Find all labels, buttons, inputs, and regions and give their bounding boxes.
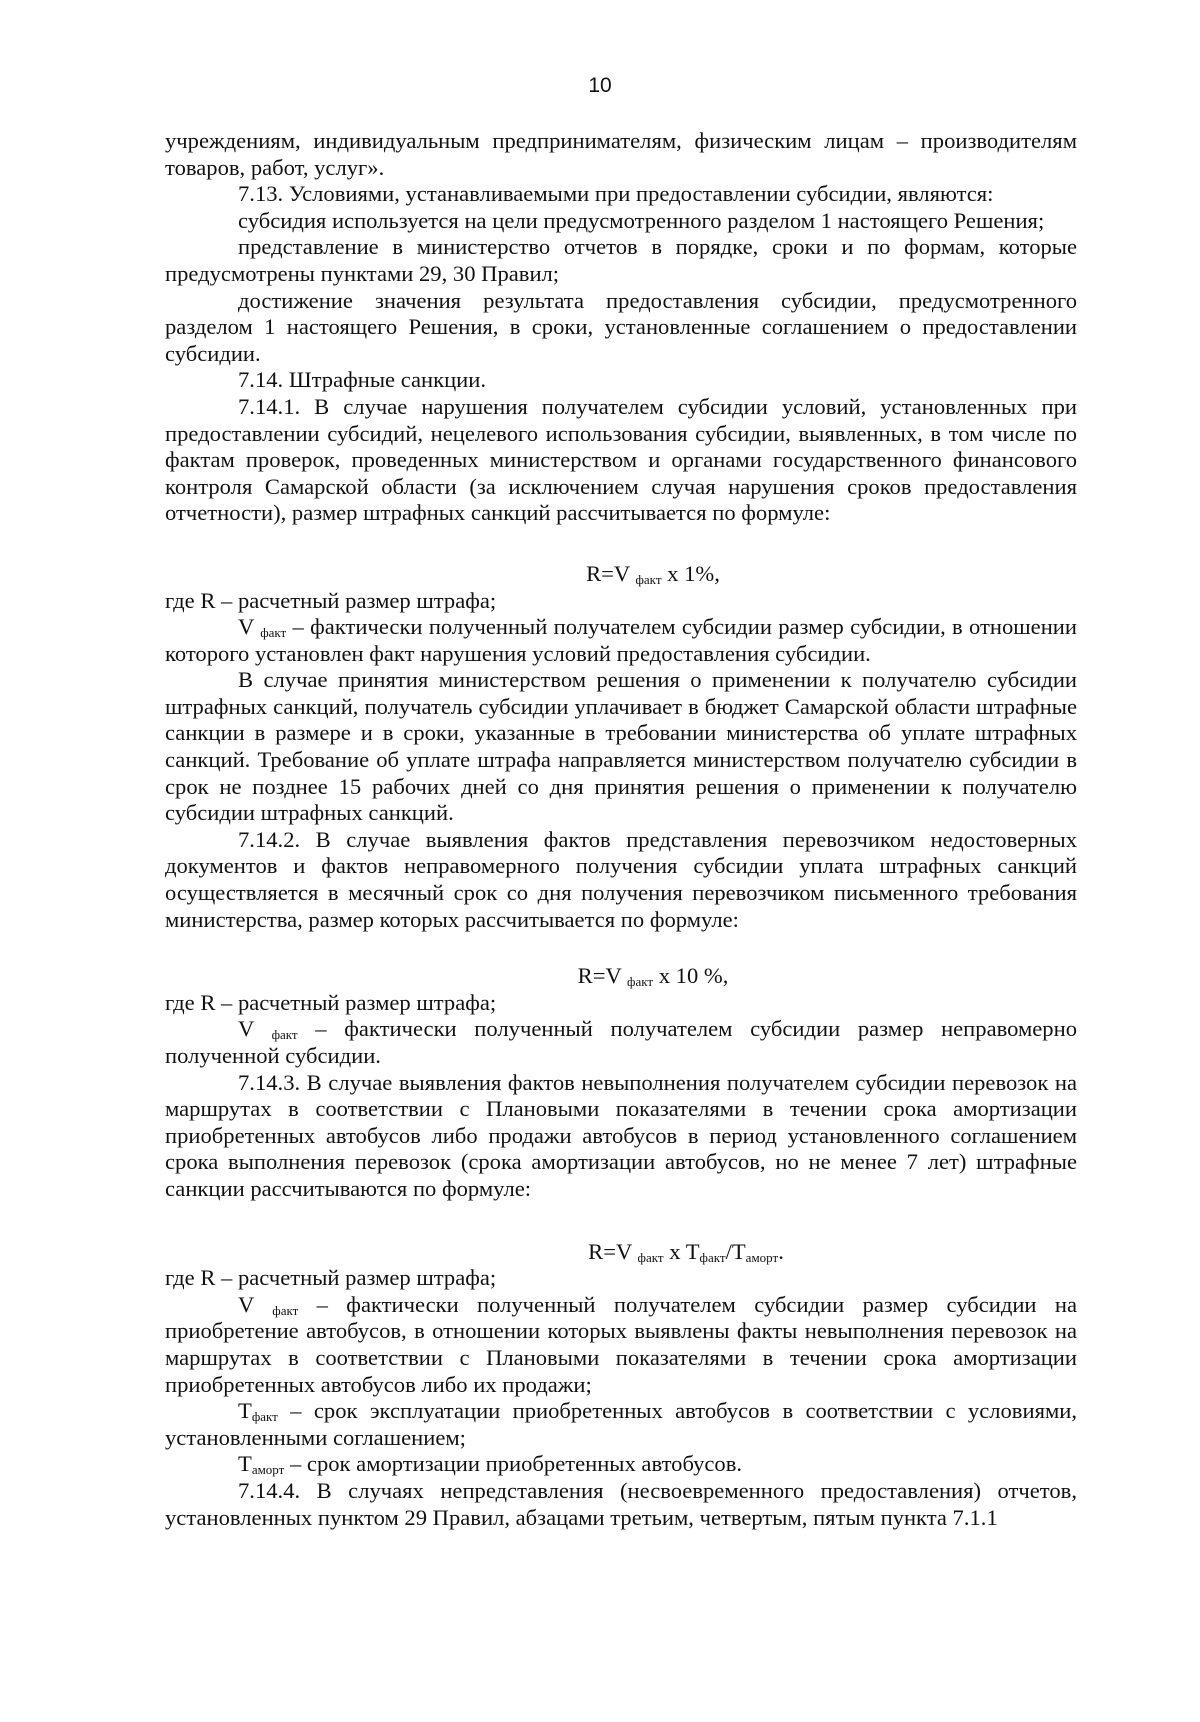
definition-paragraph [165, 1292, 1077, 1398]
definition-paragraph [165, 1398, 1077, 1451]
formula-penalty-amortization [165, 1239, 1077, 1266]
definition-text: – фактически полученный получателем субсидии размер субсидии, в отношении которого установлен факт нарушения условий предоставления субсидии. [165, 614, 1077, 666]
formula-subscript: аморт [745, 1249, 779, 1265]
formula-subscript: факт [699, 1249, 726, 1265]
paragraph: 7.14.3. В случае выявления фактов невыполнения получателем субсидии перевозок на маршрутах в соответствии с Плановыми показателями в течении срока амортизации приобретенных автобусов либо продажи автобусов в период установленного соглашением срока выполнения перевозок (срока амортизации автобусов, но не менее 7 лет) штрафные санкции рассчитываются по формуле: [165, 1069, 1077, 1201]
symbol-subscript: аморт [251, 1462, 285, 1478]
formula-subscript: факт [637, 1249, 664, 1265]
paragraph: где R – расчетный размер штрафа; [165, 587, 497, 613]
symbol-subscript: факт [272, 1302, 299, 1318]
paragraph: учреждениям, индивидуальным предпринимателям, физическим лицам – производителям товаров, работ, услуг». [165, 128, 1077, 180]
paragraph: представление в министерство отчетов в порядке, сроки и по формам, которые предусмотрены пунктами 29, 30 Правил; [165, 234, 1077, 286]
formula-tail: . [778, 1238, 784, 1264]
symbol-v: V [238, 1291, 273, 1317]
definition-text: – срок эксплуатации приобретенных автобусов в соответствии с условиями, установленными соглашением; [165, 1398, 1077, 1450]
definition-text: – фактически полученный получателем субсидии размер неправомерно полученной субсидии. [165, 1016, 1077, 1068]
symbol-v: V [238, 1016, 272, 1042]
definition-paragraph [165, 1451, 1077, 1478]
document-body [165, 128, 1077, 1531]
paragraph: 7.13. Условиями, устанавливаемыми при предоставлении субсидии, являются: [238, 181, 994, 207]
formula-lead: R=V [586, 560, 636, 586]
paragraph: 7.14.1. В случае нарушения получателем субсидии условий, установленных при предоставлении субсидий, нецелевого использования субсидии, выявленных, в том числе по фактам проверок, проведенных министерством и органами государственного финансового контроля Самарской области (за исключением случая нарушения сроков предоставления отчетности), размер штрафных санкций рассчитывается по формуле: [165, 393, 1077, 526]
formula-slash: /T [725, 1238, 746, 1264]
paragraph: 7.14.2. В случае выявления фактов представления перевозчиком недостоверных документов и фактов неправомерного получения субсидии уплата штрафных санкций осуществляется в месячный срок со дня получения перевозчиком письменного требования министерства, размер которых рассчитывается по формуле: [165, 826, 1077, 932]
definition-paragraph [165, 1016, 1077, 1069]
symbol-subscript: факт [260, 625, 287, 641]
section-heading: 7.14. Штрафные санкции. [238, 367, 487, 393]
definition-paragraph [165, 614, 1077, 667]
symbol-v: V [238, 614, 261, 640]
formula-penalty-1pct [165, 561, 1077, 588]
paragraph: где R – расчетный размер штрафа; [165, 989, 497, 1015]
paragraph: В случае принятия министерством решения о применении к получателю субсидии штрафных санкций, получатель субсидии уплачивает в бюджет Самарской области штрафные санкции в размере и в сроки, указанные в требовании министерства об уплате штрафных санкций. Требование об уплате штрафа направляется министерством получателю субсидии в срок не позднее 15 рабочих дней со дня принятия решения о применении к получателю субсидии штрафных санкций. [165, 667, 1077, 826]
symbol-t: T [238, 1398, 252, 1424]
definition-text: – срок амортизации приобретенных автобусов. [284, 1451, 743, 1477]
formula-subscript: факт [627, 974, 654, 990]
paragraph: достижение значения результата предоставления субсидии, предусмотренного разделом 1 настоящего Решения, в сроки, установленные соглашением о предоставлении субсидии. [165, 287, 1077, 366]
formula-lead: R=V [588, 1238, 638, 1264]
formula-tail: x 10 %, [653, 963, 729, 989]
paragraph: где R – расчетный размер штрафа; [165, 1265, 497, 1291]
formula-tail: x 1%, [661, 560, 720, 586]
formula-lead: R=V [577, 963, 628, 989]
page-number: 10 [588, 74, 612, 97]
formula-subscript: факт [635, 571, 662, 587]
paragraph: 7.14.4. В случаях непредставления (несвоевременного предоставления) отчетов, установленных пунктом 29 Правил, абзацами третьим, четвертым, пятым пункта 7.1.1 [165, 1477, 1077, 1530]
formula-mid: x T [663, 1238, 700, 1264]
symbol-t: T [238, 1451, 252, 1477]
symbol-subscript: факт [251, 1409, 278, 1425]
formula-penalty-10pct [165, 963, 1077, 990]
definition-text: – фактически полученный получателем субсидии размер субсидии на приобретение автобусов, в отношении которых выявлены факты невыполнения перевозок на маршрутах в соответствии с Плановыми показателями в течении срока амортизации приобретенных автобусов либо их продажи; [165, 1291, 1077, 1397]
symbol-subscript: факт [271, 1027, 298, 1043]
paragraph: субсидия используется на цели предусмотренного разделом 1 настоящего Решения; [238, 207, 1045, 233]
